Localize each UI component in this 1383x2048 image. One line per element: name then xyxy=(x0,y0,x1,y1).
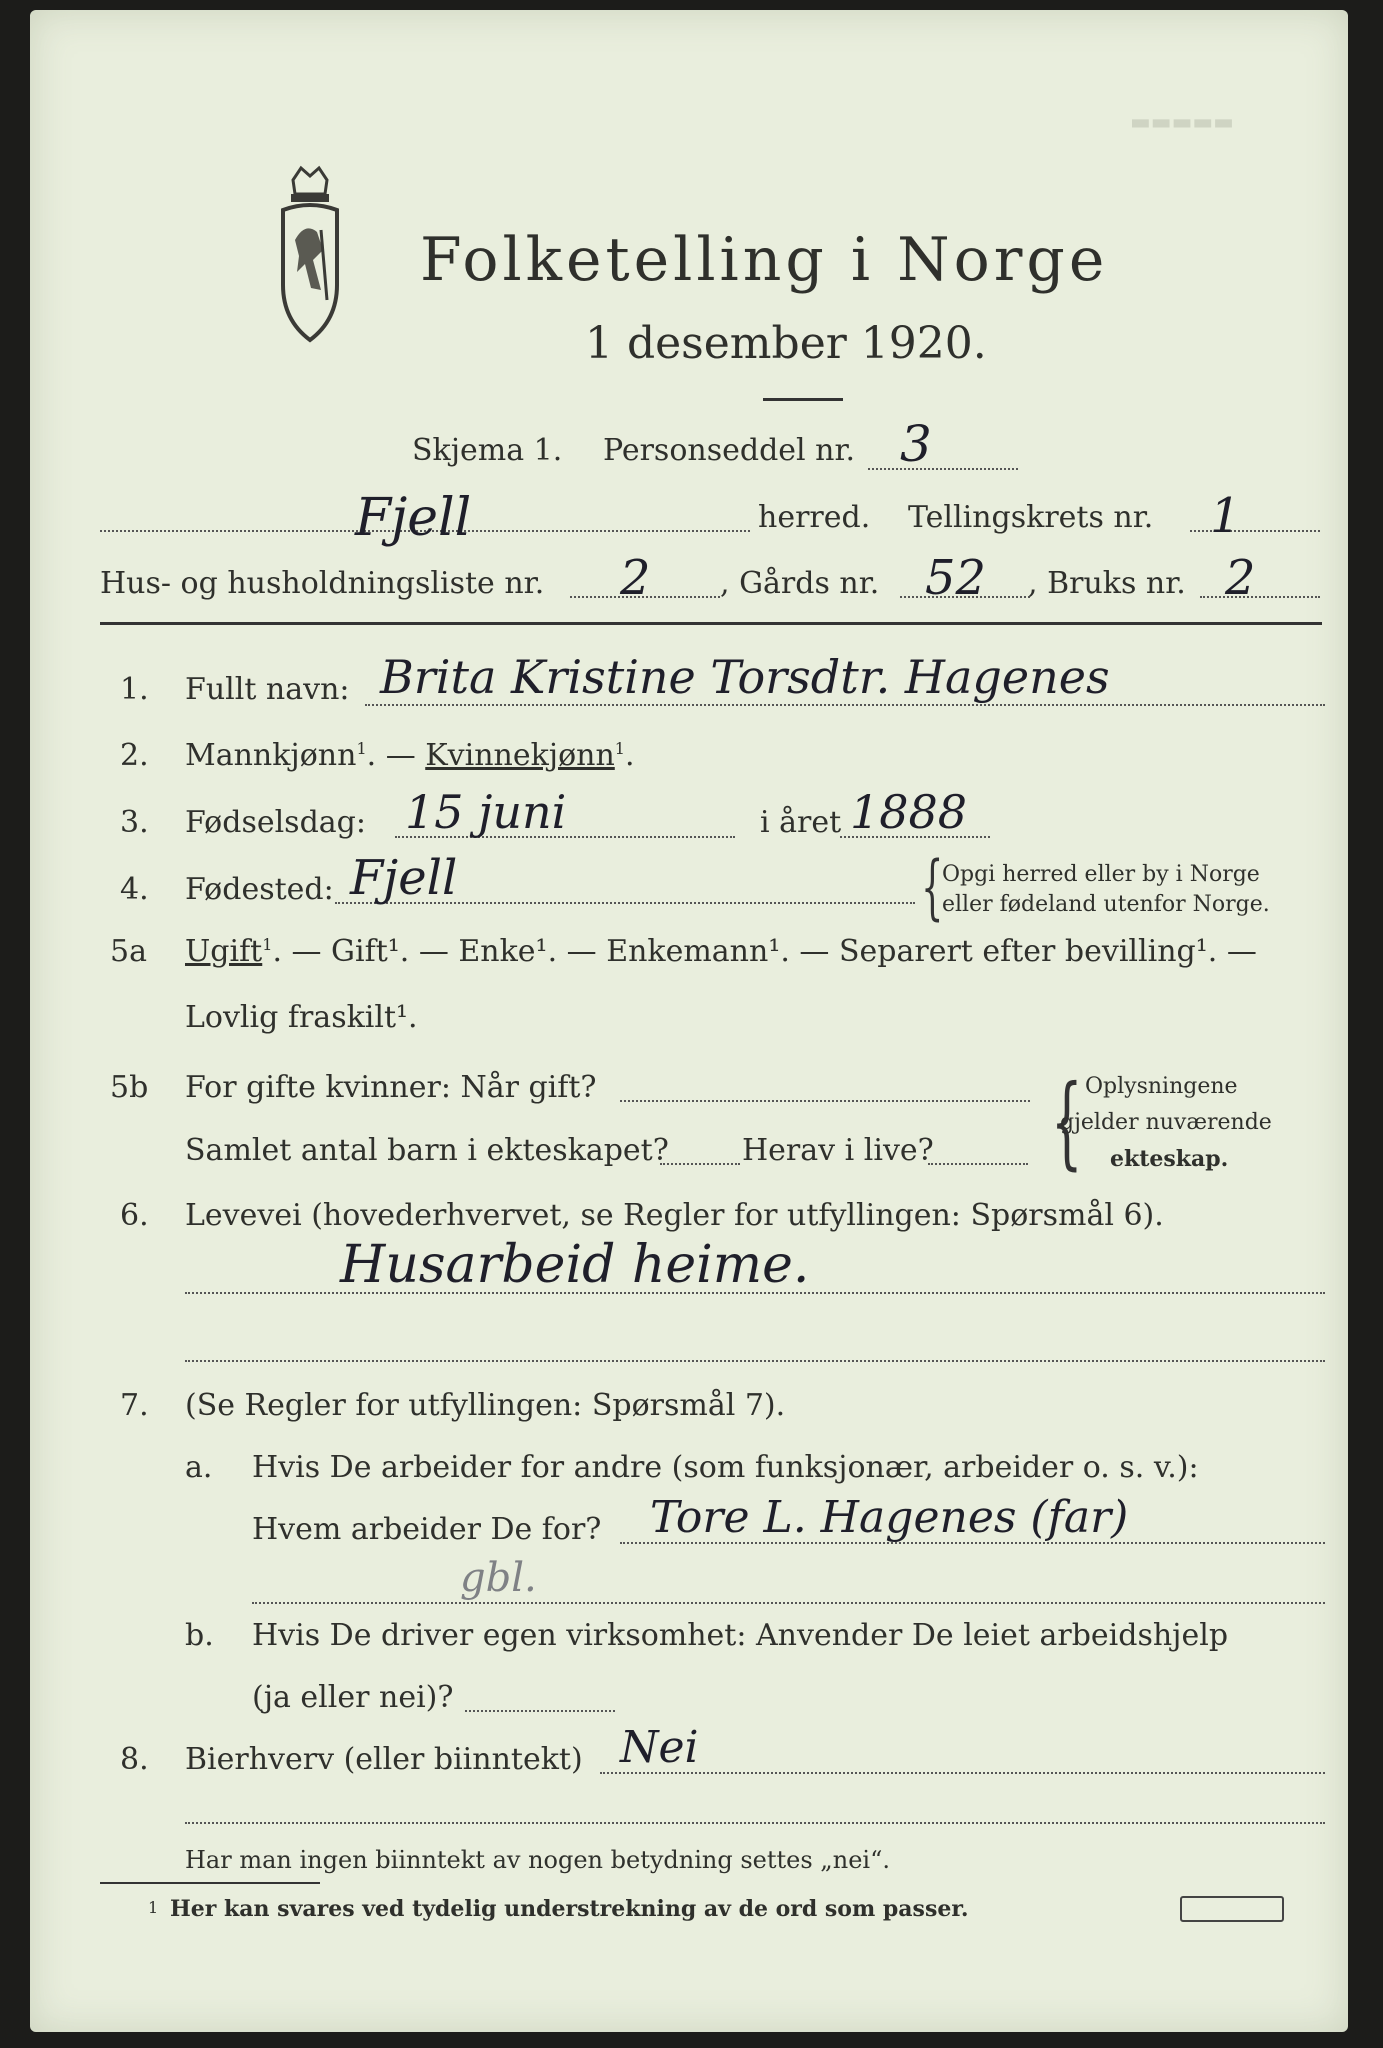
q6-line2 xyxy=(185,1360,1325,1362)
q5b-children-line xyxy=(660,1163,740,1165)
q8-value: Nei xyxy=(620,1722,699,1773)
q2-option-female-selected: Kvinnekjønn xyxy=(425,738,615,773)
bruks-value: 2 xyxy=(1225,550,1256,606)
q5b-note-line2: gjelder nuværende xyxy=(1060,1110,1272,1135)
q4-number: 4. xyxy=(120,872,149,907)
herred-label: herred. xyxy=(758,500,871,535)
q3-number: 3. xyxy=(120,805,149,840)
q8-line1 xyxy=(600,1772,1325,1774)
q6-label: Levevei (hovederhvervet, se Regler for utfyllingen: Spørsmål 6). xyxy=(185,1198,1164,1233)
q1-line xyxy=(365,704,1325,706)
title-divider xyxy=(763,398,843,401)
q5b-note-line1: Oplysningene xyxy=(1085,1074,1238,1099)
q3-birthday-value: 15 juni xyxy=(405,785,567,839)
q7b-line2: (ja eller nei)? xyxy=(252,1680,454,1715)
personseddel-value: 3 xyxy=(900,415,932,473)
q2-end: . xyxy=(624,738,635,773)
q1-full-name: Brita Kristine Torsdtr. Hagenes xyxy=(380,650,1110,704)
q7b-answer-line xyxy=(465,1710,615,1712)
q5a-number: 5a xyxy=(110,934,147,969)
q5b-married-line xyxy=(620,1100,1030,1102)
bruks-line xyxy=(1200,596,1320,598)
form-date: 1 desember 1920. xyxy=(585,318,987,369)
q7b-line1: Hvis De driver egen virksomhet: Anvender De leiet arbeidshjelp xyxy=(252,1618,1229,1653)
q7-number: 7. xyxy=(120,1388,149,1423)
q6-occupation-value: Husarbeid heime. xyxy=(340,1235,810,1295)
q7a-line-extra xyxy=(252,1602,1325,1604)
q4-brace: { xyxy=(921,846,944,928)
q8-line2 xyxy=(185,1822,1325,1824)
q4-note-line1: Opgi herred eller by i Norge xyxy=(942,862,1260,887)
herred-value: Fjell xyxy=(355,488,472,548)
printer-stamp xyxy=(1180,1896,1284,1922)
q5b-line1: For gifte kvinner: Når gift? xyxy=(185,1070,597,1105)
q7a-employer-value: Tore L. Hagenes (far) xyxy=(650,1492,1129,1543)
q8-number: 8. xyxy=(120,1742,149,1777)
q2-number: 2. xyxy=(120,738,149,773)
bruks-label: , Bruks nr. xyxy=(1028,566,1186,601)
q5a-other-options: . — Gift¹. — Enke¹. — Enkemann¹. — Separert efter bevilling¹. — xyxy=(272,934,1257,969)
q4-note-line2: eller fødeland utenfor Norge. xyxy=(942,892,1270,917)
q1-label: Fullt navn: xyxy=(185,672,350,707)
q5b-line2: Samlet antal barn i ekteskapet? xyxy=(185,1133,669,1168)
q3-label: Fødselsdag: xyxy=(185,805,366,840)
q5a-option-fraskilt: Lovlig fraskilt¹. xyxy=(185,1000,418,1035)
personseddel-label: Personseddel nr. xyxy=(603,433,856,468)
q4-label: Fødested: xyxy=(185,872,334,907)
q7a-line1: Hvis De arbeider for andre (som funksjonær, arbeider o. s. v.): xyxy=(252,1450,1199,1485)
nei-instruction: Har man ingen biinntekt av nogen betydning settes „nei“. xyxy=(185,1846,890,1874)
q4-birthplace-value: Fjell xyxy=(350,850,458,906)
personseddel-line xyxy=(868,468,1018,470)
q7a-line2: Hvem arbeider De for? xyxy=(252,1512,602,1547)
skjema-label: Skjema 1. xyxy=(412,433,563,468)
husliste-label: Hus- og husholdningsliste nr. xyxy=(100,566,545,601)
q6-number: 6. xyxy=(120,1198,149,1233)
q3-year-label: i året xyxy=(760,805,842,840)
header-separator xyxy=(100,622,1322,625)
q5b-alive-line xyxy=(928,1163,1028,1165)
q7-label: (Se Regler for utfyllingen: Spørsmål 7). xyxy=(185,1388,786,1423)
form-title: Folketelling i Norge xyxy=(420,225,1109,295)
q3-year-value: 1888 xyxy=(850,785,968,839)
q7a-pencil-mark: gbl. xyxy=(460,1555,537,1601)
q2-option-male: Mannkjønn xyxy=(185,738,357,773)
footnote-separator xyxy=(100,1882,320,1884)
q1-number: 1. xyxy=(120,672,149,707)
q5a-options: Ugift$^1$. — Gift¹. — Enke¹. — Enkemann¹. — Separert efter bevilling¹. — xyxy=(185,934,1257,969)
tellingskrets-value: 1 xyxy=(1210,488,1241,544)
q7a-letter: a. xyxy=(185,1450,213,1485)
norway-coat-of-arms-icon xyxy=(255,160,365,360)
q5b-note-line3: ekteskap. xyxy=(1110,1146,1229,1172)
q5b-alive-label: Herav i live? xyxy=(742,1133,934,1168)
q5b-number: 5b xyxy=(110,1070,149,1105)
q2-separator: . — xyxy=(366,738,426,773)
tellingskrets-label: Tellingskrets nr. xyxy=(908,500,1154,535)
q5a-option-ugift-selected: Ugift xyxy=(185,934,263,969)
census-form-page xyxy=(30,10,1348,2032)
q2-options: Mannkjønn$^1$. — Kvinnekjønn$^1$. xyxy=(185,738,635,773)
footnote-marker: 1 xyxy=(148,1898,159,1917)
gards-value: 52 xyxy=(925,550,987,606)
bleed-through: ▬▬▬▬▬ xyxy=(1130,110,1234,135)
footnote-text: Her kan svares ved tydelig understrekning av de ord som passer. xyxy=(170,1896,969,1922)
gards-label: , Gårds nr. xyxy=(720,566,880,601)
q5b-brace: { xyxy=(1050,1063,1083,1180)
q7b-letter: b. xyxy=(185,1618,214,1653)
husliste-value: 2 xyxy=(620,550,651,606)
q8-label: Bierhverv (eller biinntekt) xyxy=(185,1742,583,1777)
